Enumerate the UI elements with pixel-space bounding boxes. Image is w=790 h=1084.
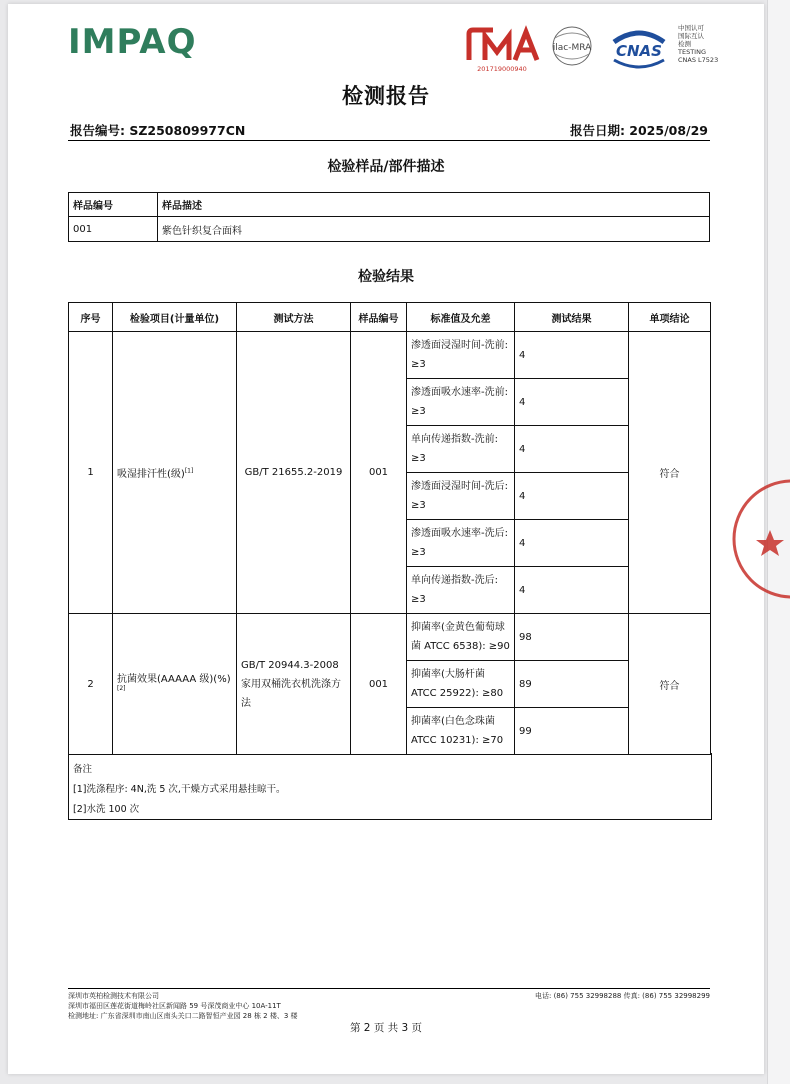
ilac-mra-icon <box>541 24 603 74</box>
sample-id: 001 <box>351 332 407 614</box>
sample-id: 001 <box>69 217 158 242</box>
test-result: 4 <box>515 473 629 520</box>
divider <box>68 140 710 141</box>
standard-value: 渗透面浸湿时间-洗前: ≥3 <box>407 332 515 379</box>
note-1: [1]洗涤程序: 4N,洗 5 次,干燥方式采用悬挂晾干。 <box>73 784 286 795</box>
company-logo: IMPAQ <box>68 22 197 62</box>
footer-contact: 电话: (86) 755 32998288 传真: (86) 755 32998299 <box>534 992 710 1000</box>
standard-value: 渗透面浸湿时间-洗后: ≥3 <box>407 473 515 520</box>
footer-divider <box>68 988 710 989</box>
report-number: 报告编号: SZ250809977CN <box>70 123 246 138</box>
table-header: 样品编号 <box>69 193 158 217</box>
cma-cert-icon <box>463 24 541 74</box>
notes-box <box>68 753 712 820</box>
cnas-cert-text: 中国认可 国际互认 检测 TESTING CNAS L7523 <box>678 24 719 64</box>
table-header: 测试方法 <box>237 303 351 332</box>
sample-section-title: 检验样品/部件描述 <box>327 159 445 175</box>
standard-value: 渗透面吸水速率-洗后: ≥3 <box>407 520 515 567</box>
standard-value: 渗透面吸水速率-洗前: ≥3 <box>407 379 515 426</box>
note-2: [2]水洗 100 次 <box>73 804 140 815</box>
standard-value: 抑菌率(大肠杆菌 ATCC 25922): ≥80 <box>407 661 515 708</box>
notes-label: 备注 <box>73 764 93 775</box>
seal-stamp-icon <box>730 474 790 604</box>
results-table <box>68 302 711 755</box>
table-header: 测试结果 <box>515 303 629 332</box>
conclusion: 符合 <box>629 614 711 755</box>
test-result: 98 <box>515 614 629 661</box>
sample-description: 紫色针织复合面料 <box>158 217 710 242</box>
standard-value: 单向传递指数-洗前: ≥3 <box>407 426 515 473</box>
report-page <box>8 4 764 1074</box>
page-number: 第 2 页 共 3 页 <box>349 1022 423 1034</box>
test-result: 89 <box>515 661 629 708</box>
cnas-label: CNAS <box>616 42 662 60</box>
table-header: 检验项目(计量单位) <box>113 303 237 332</box>
standard-value: 单向传递指数-洗后: ≥3 <box>407 567 515 614</box>
test-result: 4 <box>515 379 629 426</box>
table-header: 序号 <box>69 303 113 332</box>
test-item: 抗菌效果(AAAAA 级)(%)[2] <box>113 614 237 755</box>
test-result: 4 <box>515 426 629 473</box>
item-number: 2 <box>69 614 113 755</box>
sample-id: 001 <box>351 614 407 755</box>
table-row <box>69 332 711 379</box>
table-header: 单项结论 <box>629 303 711 332</box>
standard-value: 抑菌率(白色念珠菌 ATCC 10231): ≥70 <box>407 708 515 755</box>
footer-address: 深圳市英柏检测技术有限公司 深圳市福田区莲花街道梅岭社区新闻路 59 号深茂商业中心 10A-11T 检测地址: 广东省深圳市南山区南头关口二路智恒产业园 28 栋 2 楼、3 楼 <box>68 992 298 1020</box>
page-title: 检测报告 <box>342 84 430 108</box>
item-number: 1 <box>69 332 113 614</box>
standard-value: 抑菌率(金黄色葡萄球 菌 ATCC 6538): ≥90 <box>407 614 515 661</box>
test-result: 4 <box>515 332 629 379</box>
results-section-title: 检验结果 <box>358 269 414 285</box>
report-date: 报告日期: 2025/08/29 <box>569 123 708 138</box>
table-header: 样品编号 <box>351 303 407 332</box>
ilac-label: ilac-MRA <box>552 43 592 53</box>
sample-table <box>68 192 710 242</box>
conclusion: 符合 <box>629 332 711 614</box>
test-item: 吸湿排汗性(级)[1] <box>113 332 237 614</box>
table-header: 样品描述 <box>158 193 710 217</box>
cnas-cert-icon <box>606 24 672 74</box>
cma-number: 201719000940 <box>477 65 527 73</box>
test-result: 4 <box>515 520 629 567</box>
test-result: 4 <box>515 567 629 614</box>
test-method: GB/T 20944.3-2008 家用双桶洗衣机洗涤方 法 <box>237 614 351 755</box>
test-method: GB/T 21655.2-2019 <box>237 332 351 614</box>
table-row <box>69 217 710 242</box>
table-header: 标准值及允差 <box>407 303 515 332</box>
table-row <box>69 614 711 661</box>
test-result: 99 <box>515 708 629 755</box>
